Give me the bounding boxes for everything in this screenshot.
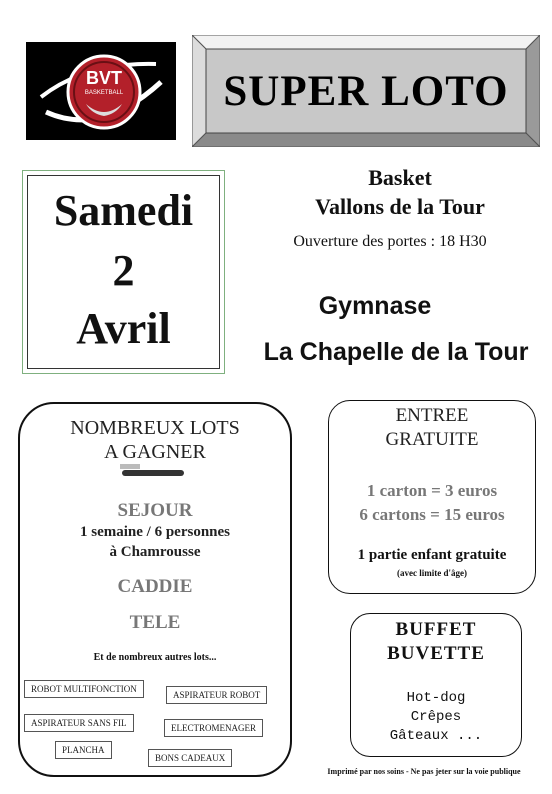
entry-title-line-2: GRATUITE (385, 429, 479, 450)
prize-tele: TELE (129, 612, 181, 633)
basketball-club-logo-icon (26, 42, 176, 140)
date-month: Avril (76, 304, 171, 353)
buffet-title-line-1: BUFFET (395, 619, 477, 640)
title-plate (192, 35, 540, 147)
price-six: 6 cartons = 15 euros (359, 505, 505, 524)
buffet-item: Hot-dog (406, 690, 466, 706)
logo-initials: BVT (86, 68, 122, 88)
prizes-title (20, 416, 290, 464)
buffet-card (350, 613, 522, 757)
prize-sejour: SEJOUR (117, 500, 193, 521)
prizes-title-line-1: NOMBREUX LOTS (70, 417, 240, 439)
decorative-dash (120, 464, 140, 469)
prize-sejour-detail-2: à Chamrousse (109, 544, 201, 560)
prize-tag: ELECTROMENAGER (164, 719, 263, 737)
prize-sejour-detail-1: 1 semaine / 6 personnes (80, 524, 230, 540)
prizes-card (18, 402, 292, 777)
entry-card (328, 400, 536, 594)
prize-tag: PLANCHA (55, 741, 112, 759)
buffet-title-line-2: BUVETTE (387, 643, 485, 664)
venue-line-2: La Chapelle de la Tour (263, 338, 529, 366)
prizes-title-line-2: A GAGNER (104, 441, 206, 463)
entry-title-line-1: ENTREE (395, 405, 469, 426)
prize-caddie: CADDIE (117, 576, 193, 597)
prize-tag: ASPIRATEUR SANS FIL (24, 714, 134, 732)
logo-subtitle: BASKETBALL (84, 90, 124, 96)
kid-game: 1 partie enfant gratuite (357, 547, 507, 563)
buffet-item: Crêpes (410, 709, 462, 725)
prize-tag: BONS CADEAUX (148, 749, 232, 767)
club-logo (26, 42, 176, 140)
buffet-item: Gâteaux ... (389, 728, 483, 744)
prize-tag: ASPIRATEUR ROBOT (166, 686, 267, 704)
date-box (22, 170, 225, 374)
page-title: SUPER LOTO (223, 67, 509, 115)
prize-tag: ROBOT MULTIFONCTION (24, 680, 144, 698)
buffet-items (351, 689, 521, 746)
club-line-1: Basket (368, 165, 432, 190)
doors-opening: Ouverture des portes : 18 H30 (293, 233, 487, 250)
entry-title (329, 404, 535, 452)
decorative-underline (122, 470, 184, 476)
club-name (280, 163, 520, 221)
price-single: 1 carton = 3 euros (366, 481, 498, 500)
club-line-2: Vallons de la Tour (315, 194, 485, 219)
buffet-title (351, 618, 521, 666)
footer-note: Imprimé par nos soins - Ne pas jeter sur la voie publique (327, 767, 521, 776)
date-day: Samedi (53, 186, 194, 235)
kid-note: (avec limite d'âge) (397, 568, 467, 578)
prizes-more: Et de nombreux autres lots... (93, 652, 217, 663)
venue-line-1: Gymnase (318, 292, 432, 320)
date-number: 2 (112, 246, 135, 295)
